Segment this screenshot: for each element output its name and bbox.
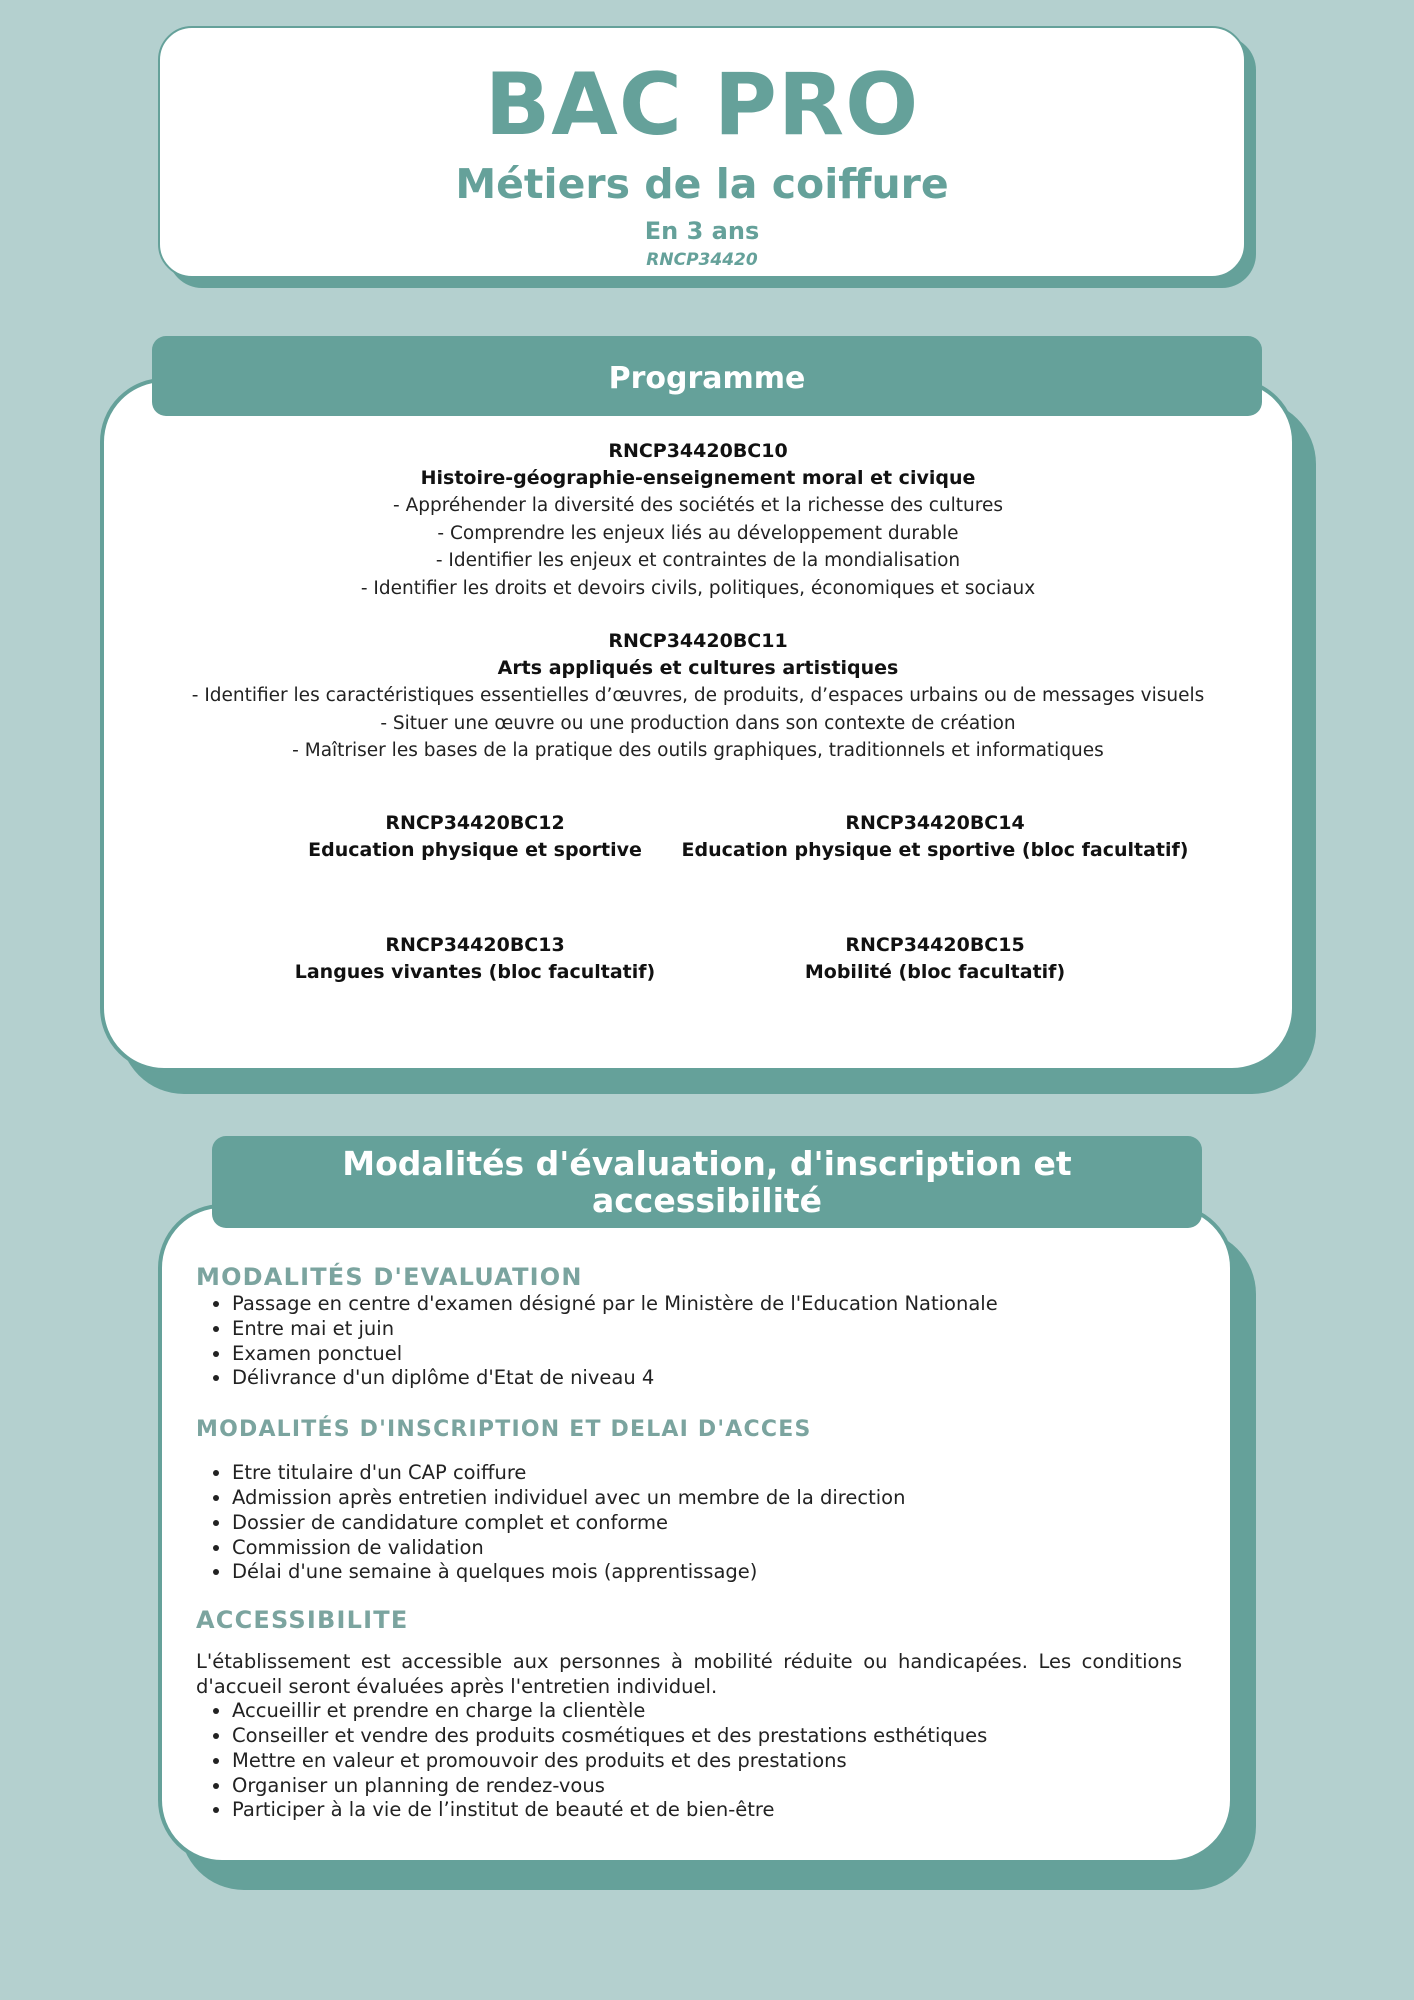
list-item: • Participer à la vie de l’institut de beauté et de bien-être	[232, 1798, 1182, 1823]
programme-block-bc14	[665, 810, 1205, 864]
list-item: • Dossier de candidature complet et conforme	[232, 1511, 1182, 1536]
block-title: Langues vivantes (bloc facultatif)	[294, 961, 656, 983]
list-item: • Délivrance d'un diplôme d'Etat de niveau 4	[232, 1366, 1182, 1391]
block-item: - Maîtriser les bases de la pratique des outils graphiques, traditionnels et informatiques	[292, 740, 1104, 761]
accessibilite-list	[196, 1699, 1182, 1823]
modalites-heading: Modalités d'évaluation, d'inscription et accessibilité	[212, 1136, 1202, 1228]
list-item: • Organiser un planning de rendez-vous	[232, 1774, 1182, 1799]
block-item: - Comprendre les enjeux liés au développement durable	[437, 522, 959, 544]
page-subtitle: Métiers de la coiffure	[455, 160, 949, 208]
duration-label: En 3 ans	[644, 217, 760, 245]
block-item: - Situer une œuvre ou une production dans son contexte de création	[380, 712, 1016, 734]
list-item: • Mettre en valeur et promouvoir des produits et des prestations	[232, 1749, 1182, 1774]
block-code: RNCP34420BC10	[608, 440, 788, 462]
evaluation-heading: MODALITÉS D'EVALUATION	[196, 1263, 583, 1291]
programme-block-bc13	[205, 932, 745, 986]
block-title: Mobilité (bloc facultatif)	[804, 961, 1066, 983]
block-title: Histoire-géographie-enseignement moral et civique	[420, 467, 976, 489]
programme-block-bc12	[205, 810, 745, 864]
programme-block-bc10	[104, 438, 1292, 602]
header-card	[158, 26, 1246, 278]
list-item: • Conseiller et vendre des produits cosmétiques et des prestations esthétiques	[232, 1724, 1182, 1749]
list-item: • Entre mai et juin	[232, 1317, 1182, 1342]
rncp-code: RNCP34420	[646, 250, 758, 270]
list-item: • Accueillir et prendre en charge la clientèle	[232, 1699, 1182, 1724]
evaluation-list	[196, 1292, 1182, 1391]
inscription-heading: MODALITÉS D'INSCRIPTION ET DELAI D'ACCES	[196, 1417, 812, 1443]
list-item: • Etre titulaire d'un CAP coiffure	[232, 1461, 1182, 1486]
block-item: - Identifier les droits et devoirs civils, politiques, économiques et sociaux	[360, 577, 1036, 599]
list-item: • Délai d'une semaine à quelques mois (apprentissage)	[232, 1560, 1182, 1585]
block-code: RNCP34420BC13	[385, 934, 565, 956]
list-item: • Admission après entretien individuel avec un membre de la direction	[232, 1486, 1182, 1511]
block-item: - Identifier les enjeux et contraintes de la mondialisation	[435, 550, 961, 571]
block-item: - Identifier les caractéristiques essentielles d’œuvres, de produits, d’espaces urbains ou de messages visuels	[191, 685, 1205, 706]
block-code: RNCP34420BC12	[385, 812, 565, 834]
page-title: BAC PRO	[484, 55, 920, 155]
block-code: RNCP34420BC11	[608, 630, 788, 652]
accessibilite-paragraph: L'établissement est accessible aux personnes à mobilité réduite ou handicapées. Les conditions d'accueil seront évaluées après l'entretien individuel.	[196, 1650, 1182, 1699]
block-title: Arts appliqués et cultures artistiques	[497, 657, 899, 679]
list-item: • Commission de validation	[232, 1536, 1182, 1561]
block-code: RNCP34420BC15	[845, 934, 1025, 956]
programme-block-bc15	[665, 932, 1205, 986]
inscription-list	[196, 1461, 1182, 1585]
block-code: RNCP34420BC14	[845, 812, 1025, 834]
modalites-content	[196, 1262, 1182, 1823]
accessibilite-heading: ACCESSIBILITE	[196, 1606, 409, 1635]
programme-heading: Programme	[152, 336, 1262, 416]
programme-content	[104, 438, 1292, 791]
list-item: • Examen ponctuel	[232, 1342, 1182, 1367]
list-item: • Passage en centre d'examen désigné par le Ministère de l'Education Nationale	[232, 1292, 1182, 1317]
block-title: Education physique et sportive	[308, 839, 642, 861]
block-item: - Appréhender la diversité des sociétés et la richesse des cultures	[393, 495, 1003, 516]
block-title: Education physique et sportive (bloc facultatif)	[681, 839, 1189, 861]
programme-block-bc11	[104, 628, 1292, 765]
